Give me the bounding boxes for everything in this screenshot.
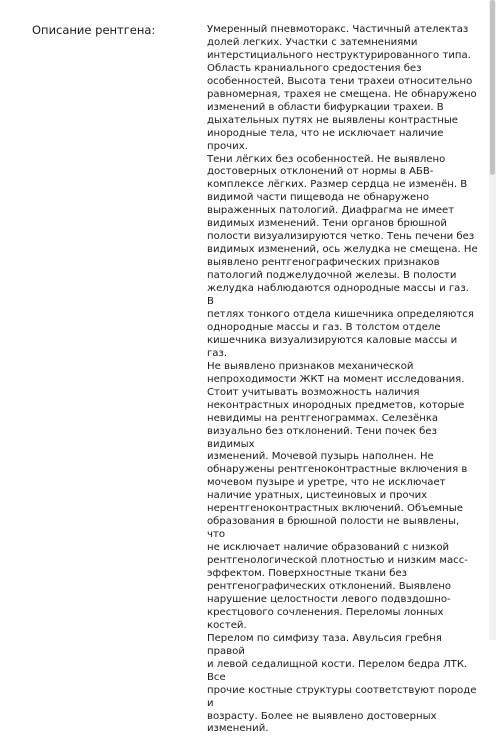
xray-description-text: Умеренный пневмоторакс. Частичный ателектаз долей легких. Участки с затемнениями интерстициального неструктурированного типа. Область краниального средостения без особенностей. Высота тени трахеи относительно равномерная, трахея не смещена. Не обнаружено изменений в области бифуркации трахеи. В дыхательных путях не выявлены контрастные инородные тела, что не исключает наличие прочих. Тени лёгких без особенностей. Не выявлено достоверных отклонений от нормы в АБВ- комплексе лёгких. Размер сердца не изменён. В видимой части пищевода не обнаружено выраженных патологий. Диафрагма не имеет видимых изменений. Тени органов брюшной полости визуализируются четко. Тень печени без видимых изменений, ось желудка не смещена. Не выявлено рентгенографических признаков патологий поджелудочной железы. В полости желудка наблюдаются однородные массы и газ. В петлях тонкого отдела кишечника определяются однородные массы и газ. В толстом отделе кишечника визуализируются каловые массы и газ. Не выявлено признаков механической непроходимости ЖКТ на момент исследования. Стоит учитывать возможность наличия неконтрастных инородных предметов, которые невидимы на рентгенограммах. Селезёнка визуально без отклонений. Тени почек без видимых изменений. Мочевой пузырь наполнен. Не обнаружены рентгеноконтрастные включения в мочевом пузыре и уретре, что не исключает наличие уратных, цистеиновых и прочих нерентгеноконтрастных включений. Объемные образования в брюшной полости не выявлены, что не исключает наличие образований с низкой рентгенологической плотностью и низким масс- эффектом. Поверхностные ткани без рентгенографических отклонений. Выявлено нарушение целостности левого подвздошно- крестцового сочленения. Переломы лонных костей. Перелом по симфизу таза. Авульсия гребня правой и левой седалищной кости. Перелом бедра ЛТК. Все прочие костные структуры соответствуют породе и возрасту. Более не выявлено достоверных изменений. xyxy=(207,24,478,735)
xray-description-label: Описание рентгена: xyxy=(32,23,156,37)
scrollbar-thumb[interactable] xyxy=(490,0,495,175)
vertical-scrollbar[interactable] xyxy=(489,0,496,640)
